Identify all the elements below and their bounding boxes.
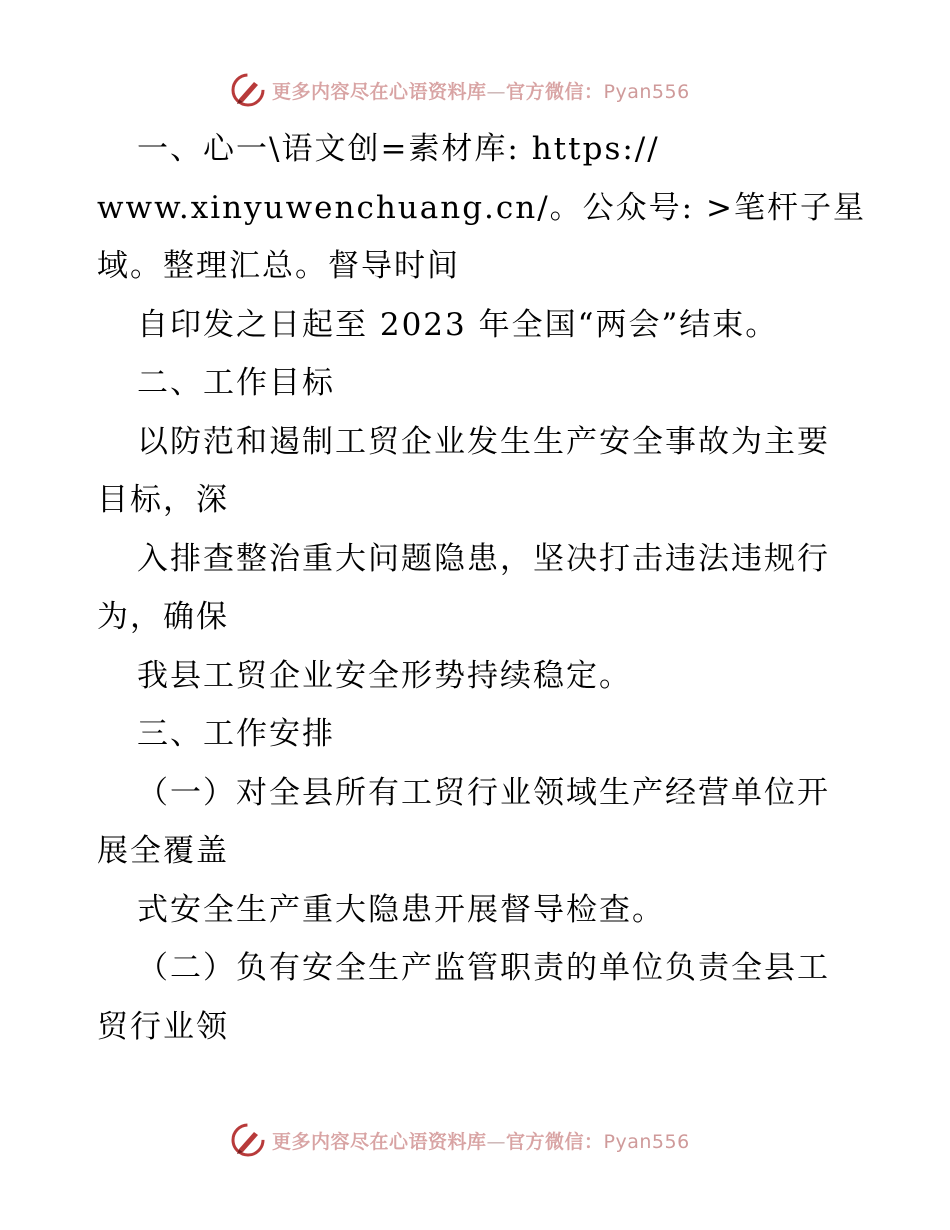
pen-logo-icon — [230, 72, 266, 108]
text-line: （二）负有安全生产监管职责的单位负责全县工 — [137, 950, 830, 986]
footer-watermark — [230, 1120, 690, 1160]
text-line: 域。整理汇总。督导时间 — [97, 248, 460, 284]
text-line: 贸行业领 — [97, 1008, 229, 1045]
text-line: （一）对全县所有工贸行业领域生产经营单位开 — [137, 774, 830, 811]
section-heading: 二、工作目标 — [137, 365, 335, 401]
text-line: 自印发之日起至 2023 年全国“两会”结束。 — [137, 306, 779, 343]
text-line: 我县工贸企业安全形势持续稳定。 — [137, 657, 632, 694]
text-line: www.xinyuwenchuang.cn/。公众号: >笔杆子星 — [97, 189, 866, 226]
watermark-text: 更多内容尽在心语资料库—官方微信：Pyan556 — [272, 80, 690, 103]
text-line: 为，确保 — [97, 599, 229, 635]
text-line: 目标，深 — [97, 482, 229, 518]
pen-logo-icon — [230, 1122, 266, 1158]
watermark-text: 更多内容尽在心语资料库—官方微信：Pyan556 — [272, 1130, 690, 1153]
text-line: 展全覆盖 — [97, 833, 229, 869]
section-heading: 三、工作安排 — [137, 716, 335, 752]
text-line: 一、心一\语文创=素材库: https:// — [137, 131, 660, 167]
text-line: 以防范和遏制工贸企业发生生产安全事故为主要 — [137, 423, 830, 460]
text-line: 入排查整治重大问题隐患，坚决打击违法违规行 — [137, 540, 830, 577]
text-line: 式安全生产重大隐患开展督导检查。 — [137, 891, 665, 928]
header-watermark — [230, 70, 690, 110]
document-body — [97, 120, 866, 1056]
